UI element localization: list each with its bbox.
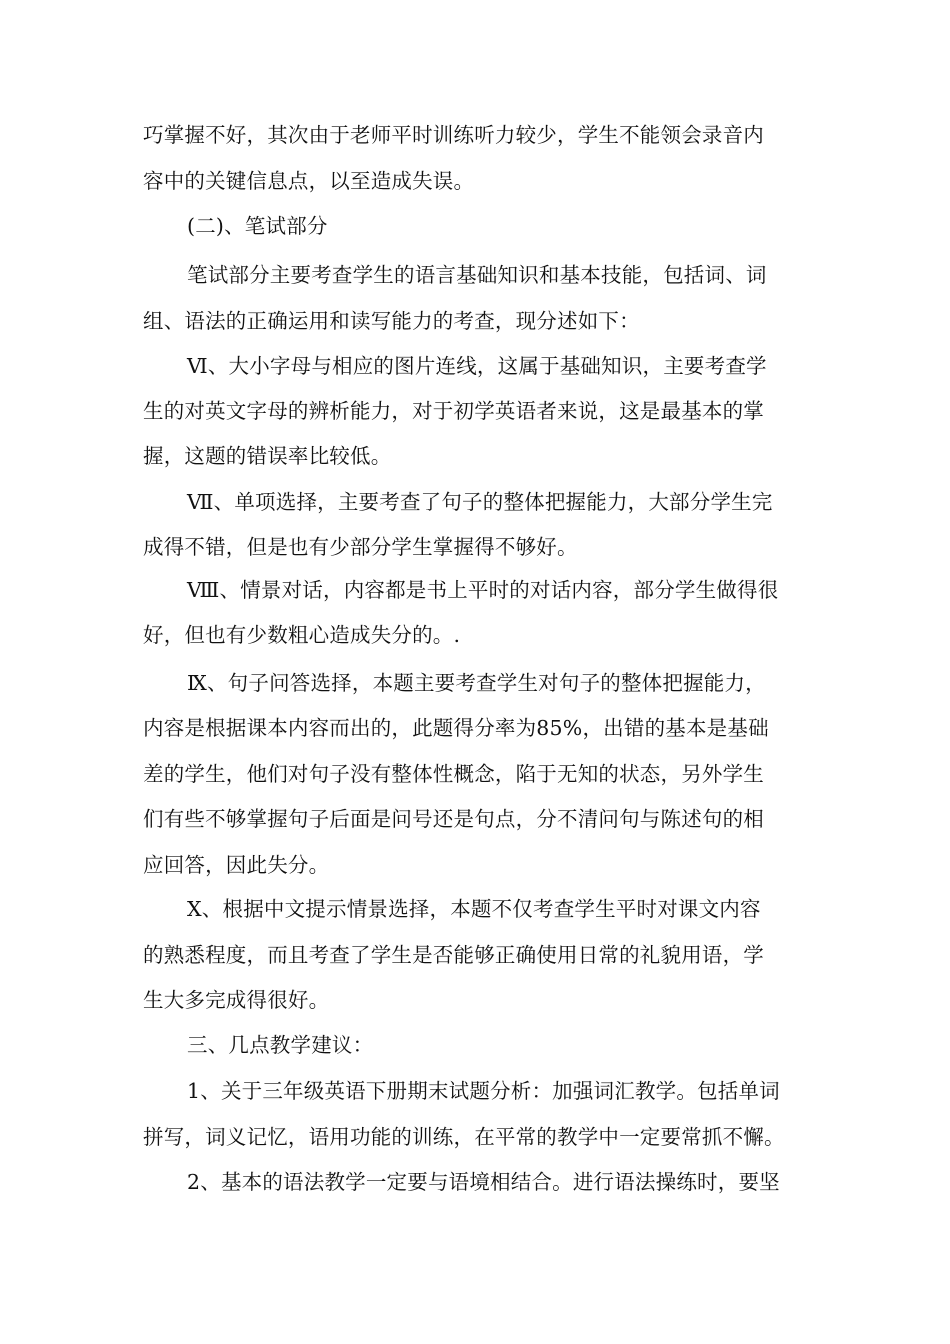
section-heading: 三、几点教学建议： [187, 1033, 374, 1057]
text-line: 拼写，词义记忆，语用功能的训练，在平常的教学中一定要常抓不懈。 [143, 1125, 785, 1149]
text-line: 内容是根据课本内容而出的，此题得分率为85%，出错的基本是基础 [143, 716, 769, 740]
text-line: 巧掌握不好，其次由于老师平时训练听力较少，学生不能领会录音内 [143, 123, 764, 147]
text-line: 们有些不够掌握句子后面是问号还是句点，分不清问句与陈述句的相 [143, 807, 764, 831]
text-line: Ⅷ、情景对话，内容都是书上平时的对话内容，部分学生做得很 [187, 578, 779, 602]
text-line: 差的学生，他们对句子没有整体性概念，陷于无知的状态，另外学生 [143, 762, 764, 786]
text-line: Ⅹ、根据中文提示情景选择，本题不仅考查学生平时对课文内容 [187, 897, 761, 921]
text-line: 握，这题的错误率比较低。 [143, 444, 392, 468]
text-line: 生大多完成得很好。 [143, 988, 330, 1012]
text-line: Ⅶ、单项选择，主要考查了句子的整体把握能力，大部分学生完 [187, 490, 773, 514]
text-line: 好，但也有少数粗心造成失分的。. [143, 623, 461, 647]
section-heading: (二)、笔试部分 [187, 214, 328, 238]
text-line: 笔试部分主要考查学生的语言基础知识和基本技能，包括词、词 [187, 263, 767, 287]
text-line: 容中的关键信息点，以至造成失误。 [143, 169, 475, 193]
text-line: 1、关于三年级英语下册期末试题分析：加强词汇教学。包括单词 [187, 1079, 780, 1103]
text-line: 2、基本的语法教学一定要与语境相结合。进行语法操练时，要坚 [187, 1170, 780, 1194]
text-line: Ⅸ、句子问答选择，本题主要考查学生对句子的整体把握能力， [187, 671, 766, 695]
text-line: Ⅵ、大小字母与相应的图片连线，这属于基础知识，主要考查学 [187, 354, 767, 378]
text-line: 组、语法的正确运用和读写能力的考查，现分述如下： [143, 309, 640, 333]
text-line: 成得不错，但是也有少部分学生掌握得不够好。 [143, 535, 578, 559]
text-line: 生的对英文字母的辨析能力，对于初学英语者来说，这是最基本的掌 [143, 399, 764, 423]
text-line: 的熟悉程度，而且考查了学生是否能够正确使用日常的礼貌用语，学 [143, 943, 764, 967]
text-line: 应回答，因此失分。 [143, 853, 330, 877]
